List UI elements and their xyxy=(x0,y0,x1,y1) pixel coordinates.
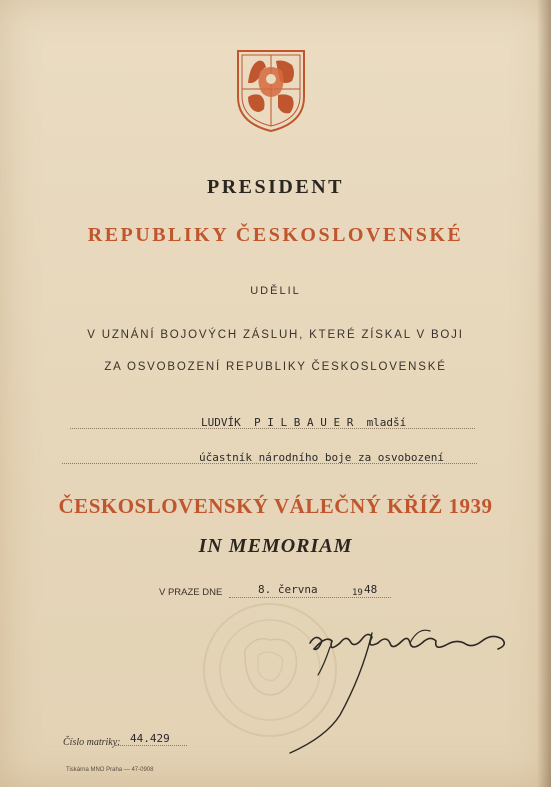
state-emblem-icon xyxy=(236,49,306,133)
certificate-title: PRESIDENT xyxy=(207,176,344,198)
recipient-role: účastník národního boje za osvobození xyxy=(199,451,445,464)
reason-line-2: ZA OSVOBOZENÍ REPUBLIKY ČESKOSLOVENSKÉ xyxy=(104,361,447,373)
place-label: V PRAZE DNE xyxy=(159,587,223,598)
registry-number: 44.429 xyxy=(130,732,170,745)
certificate-subtitle: REPUBLIKY ČESKOSLOVENSKÉ xyxy=(87,224,464,246)
year-suffix: 48 xyxy=(364,583,378,596)
registry-rule xyxy=(115,745,187,746)
registry-label: Číslo matriky: xyxy=(63,737,121,748)
in-memoriam-text: IN MEMORIAM xyxy=(198,535,353,557)
date-rule xyxy=(229,597,391,598)
award-name: ČESKOSLOVENSKÝ VÁLEČNÝ KŘÍŽ 1939 xyxy=(58,494,493,518)
year-prefix: 19 xyxy=(352,588,363,598)
recipient-rule xyxy=(70,428,475,429)
printer-note: Tiskárna MNO Praha — 47-0908 xyxy=(66,767,154,773)
role-rule xyxy=(62,463,477,464)
verb-text: UDĚLIL xyxy=(250,285,301,297)
date-day-month: 8. června xyxy=(258,583,318,596)
reason-line-1: V UZNÁNÍ BOJOVÝCH ZÁSLUH, KTERÉ ZÍSKAL V BOJI xyxy=(87,329,464,341)
recipient-name: LUDVÍK P I L B A U E R mladší xyxy=(201,416,407,429)
signature-icon xyxy=(270,605,520,755)
